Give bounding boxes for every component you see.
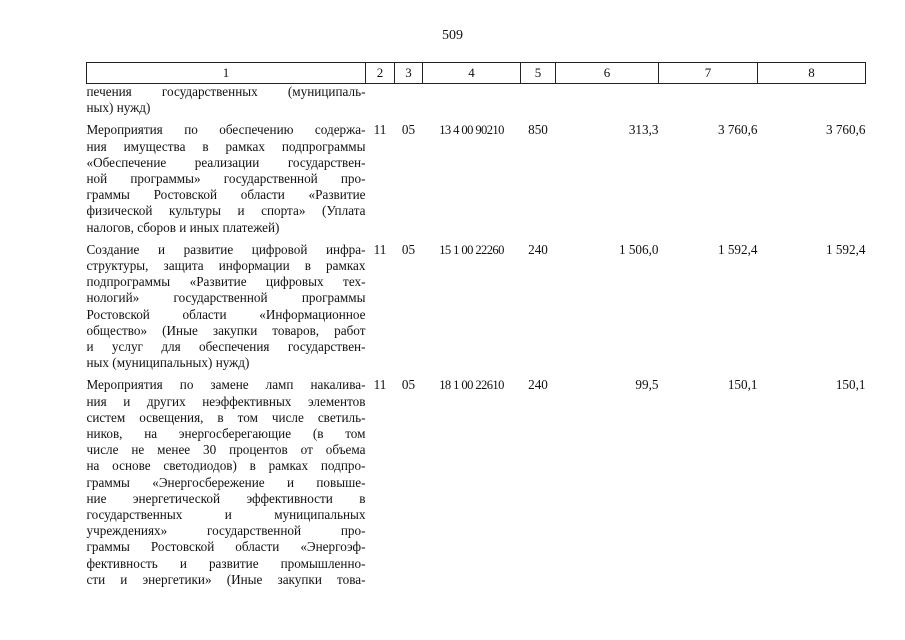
column-header: 2	[366, 63, 395, 84]
description-line: ных (муниципальных) нужд)	[86, 355, 250, 371]
budget-table	[86, 62, 866, 588]
cell-subsection: 05	[401, 241, 416, 257]
description-line: ников, на энергосберегающие (в том	[86, 426, 366, 442]
description-line: граммы «Энергосбережение и повыше-	[86, 474, 366, 490]
cell-amount-col8: 150,1	[835, 377, 866, 393]
cell-amount-col8: 1 592,4	[825, 241, 866, 257]
cell-amount-col7: 3 760,6	[717, 122, 758, 138]
column-header: 7	[659, 63, 758, 84]
cell-subsection: 05	[401, 122, 416, 138]
description-line: «Обеспечение реализации государствен-	[86, 154, 366, 170]
column-header: 5	[521, 63, 556, 84]
cell-amount-col7: 150,1	[727, 377, 758, 393]
description-line: ной программы» государственной про-	[86, 171, 366, 187]
description-line: физической культуры и спорта» (Уплата	[86, 203, 366, 219]
cell-expense-type	[521, 84, 556, 117]
cell-section: 11	[373, 377, 387, 393]
description-line: Мероприятия по обеспечению содержа-	[86, 122, 366, 138]
cell-subsection	[395, 84, 423, 117]
table-row	[87, 116, 866, 235]
cell-subsection: 05	[401, 377, 416, 393]
description-line: числе не менее 30 процентов от объема	[86, 442, 366, 458]
description-line: учреждениях» государственной про-	[86, 523, 366, 539]
description-line: сти и энергетики» (Иные закупки това-	[86, 571, 366, 587]
column-header: 6	[556, 63, 659, 84]
description-line: печения государственных (муниципаль-	[86, 84, 366, 99]
cell-amount-col8: 3 760,6	[825, 122, 866, 138]
description-line: фективность и развитие промышленно-	[86, 555, 366, 571]
cell-expense-type: 240	[528, 377, 548, 393]
row-description	[87, 371, 366, 588]
cell-target-code: 13 4 00 90210	[439, 123, 504, 138]
cell-section	[366, 84, 395, 117]
cell-expense-type: 240	[528, 241, 548, 257]
description-line: систем освещения, в том числе светиль-	[86, 409, 366, 425]
cell-target-code: 15 1 00 22260	[439, 242, 504, 257]
table-row	[87, 236, 866, 372]
row-description	[87, 84, 366, 117]
description-line: ния и других неэффективных элементов	[86, 393, 366, 409]
description-line: структуры, защита информации в рамках	[86, 258, 366, 274]
cell-expense-type: 850	[528, 122, 548, 138]
cell-amount-col6: 313,3	[628, 122, 659, 138]
description-line: Создание и развитие цифровой инфра-	[86, 241, 366, 257]
description-line: нологий» государственной программы	[86, 290, 366, 306]
column-header: 4	[423, 63, 521, 84]
cell-section: 11	[373, 241, 387, 257]
description-line: и услуг для обеспечения государствен-	[86, 339, 366, 355]
description-line: общество» (Иные закупки товаров, работ	[86, 322, 366, 338]
description-line: на основе светодиодов) в рамках подпро-	[86, 458, 366, 474]
description-line: ния имущества в рамках подпрограммы	[86, 138, 366, 154]
cell-amount-col8	[758, 84, 866, 117]
description-line: налогов, сборов и иных платежей)	[86, 219, 280, 235]
page-number: 509	[442, 28, 463, 43]
column-header: 1	[87, 63, 366, 84]
cell-amount-col6: 1 506,0	[618, 241, 659, 257]
description-line: ных) нужд)	[86, 100, 151, 116]
cell-target-code: 18 1 00 22610	[439, 378, 504, 393]
column-header: 3	[395, 63, 423, 84]
column-header: 8	[758, 63, 866, 84]
cell-amount-col6	[556, 84, 659, 117]
table-header-row	[87, 63, 866, 84]
cell-amount-col6: 99,5	[635, 377, 659, 393]
description-line: граммы Ростовской области «Развитие	[86, 187, 366, 203]
description-line: Ростовской области «Информационное	[86, 306, 366, 322]
description-line: государственных и муниципальных	[86, 507, 366, 523]
description-line: граммы Ростовской области «Энергоэф-	[86, 539, 366, 555]
row-description	[87, 236, 366, 372]
row-description	[87, 116, 366, 235]
description-line: Мероприятия по замене ламп накалива-	[86, 377, 366, 393]
cell-amount-col7: 1 592,4	[717, 241, 758, 257]
cell-section: 11	[373, 122, 387, 138]
table-row	[87, 84, 866, 117]
cell-amount-col7	[659, 84, 758, 117]
description-line: ние энергетической эффективности в	[86, 490, 366, 506]
table-row	[87, 371, 866, 588]
cell-target-code	[423, 84, 521, 117]
description-line: подпрограммы «Развитие цифровых тех-	[86, 274, 366, 290]
